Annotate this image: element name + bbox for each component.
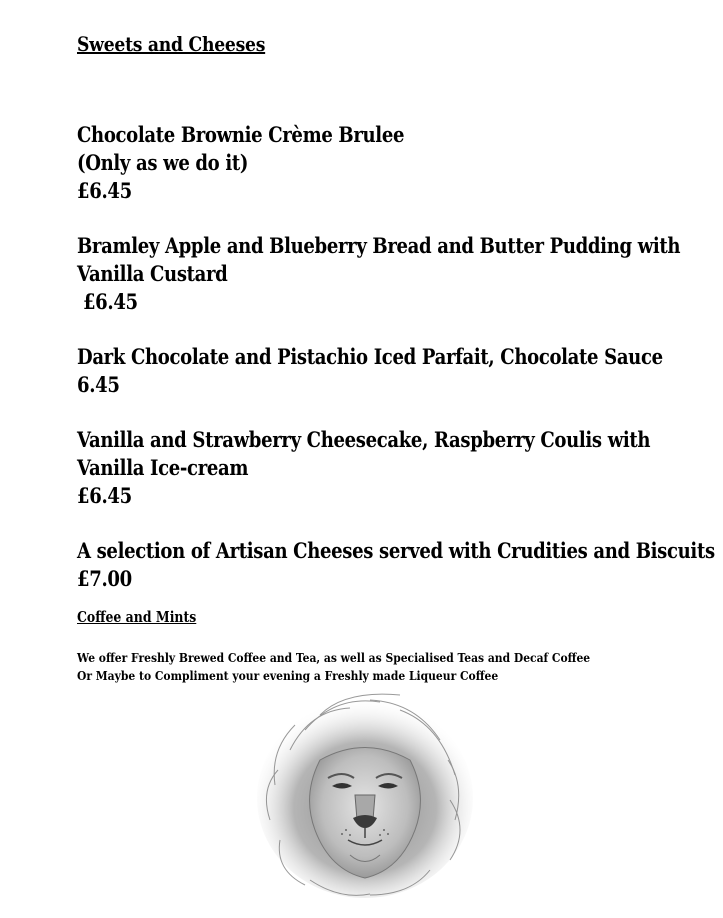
item-line: (Only as we do it) xyxy=(77,150,249,175)
menu-item xyxy=(77,537,715,593)
item-line: Dark Chocolate and Pistachio Iced Parfait, Chocolate Sauce xyxy=(77,344,663,369)
item-line: Vanilla and Strawberry Cheesecake, Raspberry Coulis with xyxy=(77,427,651,452)
menu-items xyxy=(77,121,715,593)
item-price: £6.45 xyxy=(77,178,132,203)
item-line: A selection of Artisan Cheeses served with Crudities and Biscuits xyxy=(77,538,715,563)
item-price: 6.45 xyxy=(77,372,120,397)
page-title: Sweets and Cheeses xyxy=(77,32,266,56)
menu-item xyxy=(77,343,697,399)
coffee-line: We offer Freshly Brewed Coffee and Tea, as well as Specialised Teas and Decaf Coffee xyxy=(77,650,591,665)
menu-item xyxy=(77,232,697,316)
menu-item xyxy=(77,121,697,205)
coffee-line: Or Maybe to Compliment your evening a Freshly made Liqueur Coffee xyxy=(77,668,499,683)
lion-head-icon xyxy=(250,690,480,900)
item-line: Chocolate Brownie Crème Brulee xyxy=(77,122,405,147)
item-price: £7.00 xyxy=(77,566,132,591)
item-line: Vanilla Ice-cream xyxy=(77,455,249,480)
item-line: Vanilla Custard xyxy=(77,261,228,286)
item-line: Bramley Apple and Blueberry Bread and Butter Pudding with xyxy=(77,233,681,258)
item-price: £6.45 xyxy=(77,483,132,508)
item-price: £6.45 xyxy=(77,289,138,314)
coffee-description xyxy=(77,649,590,685)
menu-item xyxy=(77,426,697,510)
coffee-heading: Coffee and Mints xyxy=(77,609,197,626)
